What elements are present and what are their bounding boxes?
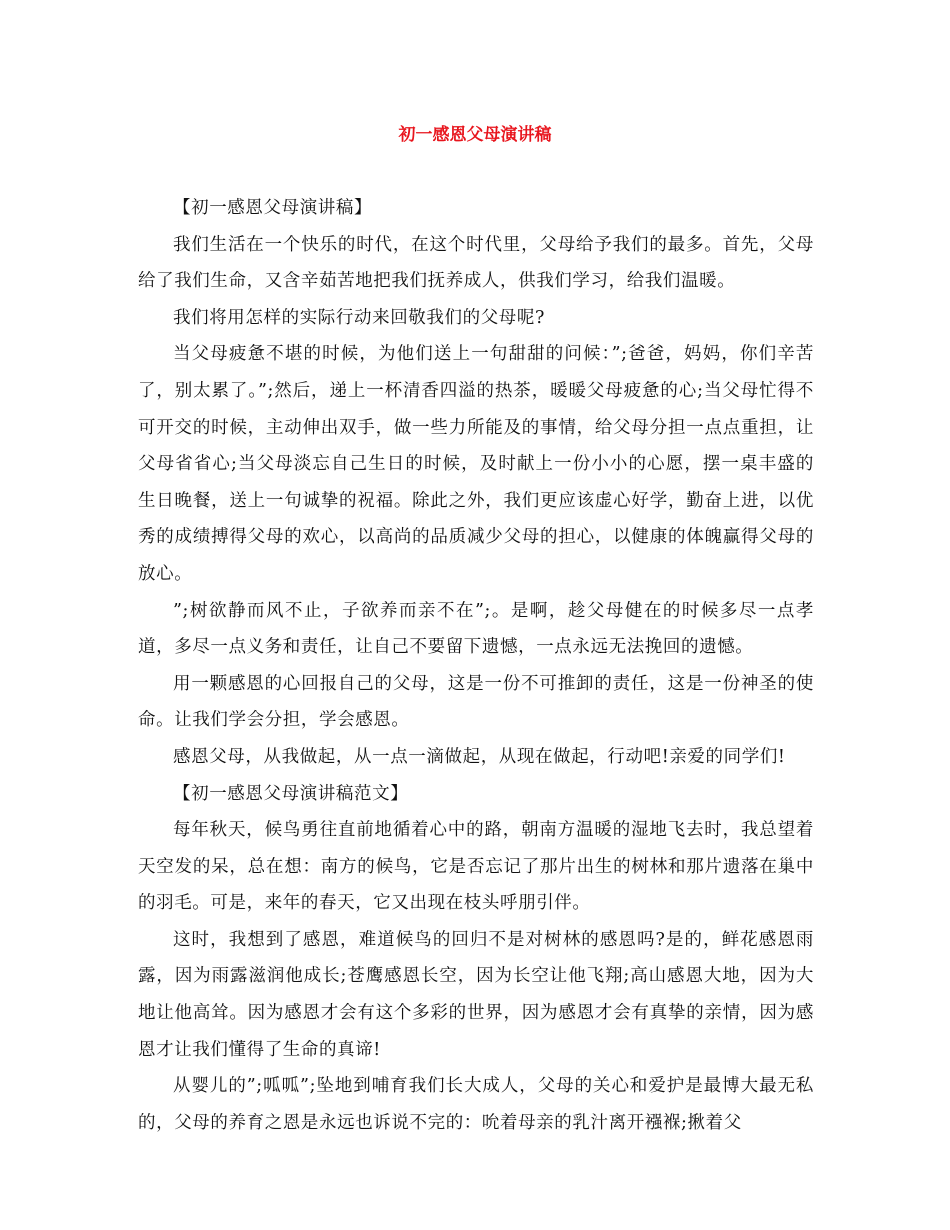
section-heading: 【初一感恩父母演讲稿】: [173, 198, 373, 218]
paragraph: 从婴儿的”;呱呱”;坠地到哺育我们长大成人，父母的关心和爱护是最博大最无私的，父母的养育之恩是永远也诉说不完的：吮着母亲的乳汁离开襁褓;揪着父: [138, 1076, 814, 1133]
document-body: [138, 190, 814, 1141]
paragraph: 我们将用怎样的实际行动来回敬我们的父母呢?: [173, 307, 545, 328]
section-heading: 【初一感恩父母演讲稿范文】: [173, 783, 409, 804]
paragraph: 我们生活在一个快乐的时代，在这个时代里，父母给予我们的最多。首先，父母给了我们生命，又含辛茹苦地把我们抚养成人，供我们学习，给我们温暖。: [138, 234, 814, 292]
paragraph: 当父母疲惫不堪的时候，为他们送上一句甜甜的问候：”;爸爸，妈妈，你们辛苦了，别太累了。”;然后，递上一杯清香四溢的热茶，暖暖父母疲惫的心;当父母忙得不可开交的时候，主动伸出双手，做一些力所能及的事情，给父母分担一点点重担，让父母省省心;当父母淡忘自己生日的时候，及时献上一份小小的心愿，摆一桌丰盛的生日晚餐，送上一句诚挚的祝福。除此之外，我们更应该虚心好学，勤奋上进，以优秀的成绩搏得父母的欢心，以高尚的品质减少父母的担心，以健康的体魄赢得父母的放心。: [138, 344, 814, 584]
paragraph: ”;树欲静而风不止，子欲养而亲不在”;。是啊，趁父母健在的时候多尽一点孝道，多尽一点义务和责任，让自己不要留下遗憾，一点永远无法挽回的遗憾。: [138, 600, 814, 658]
paragraph: 用一颗感恩的心回报自己的父母，这是一份不可推卸的责任，这是一份神圣的使命。让我们学会分担，学会感恩。: [138, 673, 814, 731]
paragraph: 这时，我想到了感恩，难道候鸟的回归不是对树林的感恩吗?是的，鲜花感恩雨露，因为雨露滋润他成长;苍鹰感恩长空，因为长空让他飞翔;高山感恩大地，因为大地让他高耸。因为感恩才会有这个多彩的世界，因为感恩才会有真挚的亲情，因为感恩才让我们懂得了生命的真谛!: [138, 929, 814, 1060]
paragraph: 每年秋天，候鸟勇往直前地循着心中的路，朝南方温暖的湿地飞去时，我总望着天空发的呆，总在想：南方的候鸟，它是否忘记了那片出生的树林和那片遗落在巢中的羽毛。可是，来年的春天，它又出现在枝头呼朋引伴。: [138, 820, 814, 914]
paragraph: 感恩父母，从我做起，从一点一滴做起，从现在做起，行动吧!亲爱的同学们!: [173, 746, 786, 767]
document-title: 初一感恩父母演讲稿: [398, 125, 552, 145]
